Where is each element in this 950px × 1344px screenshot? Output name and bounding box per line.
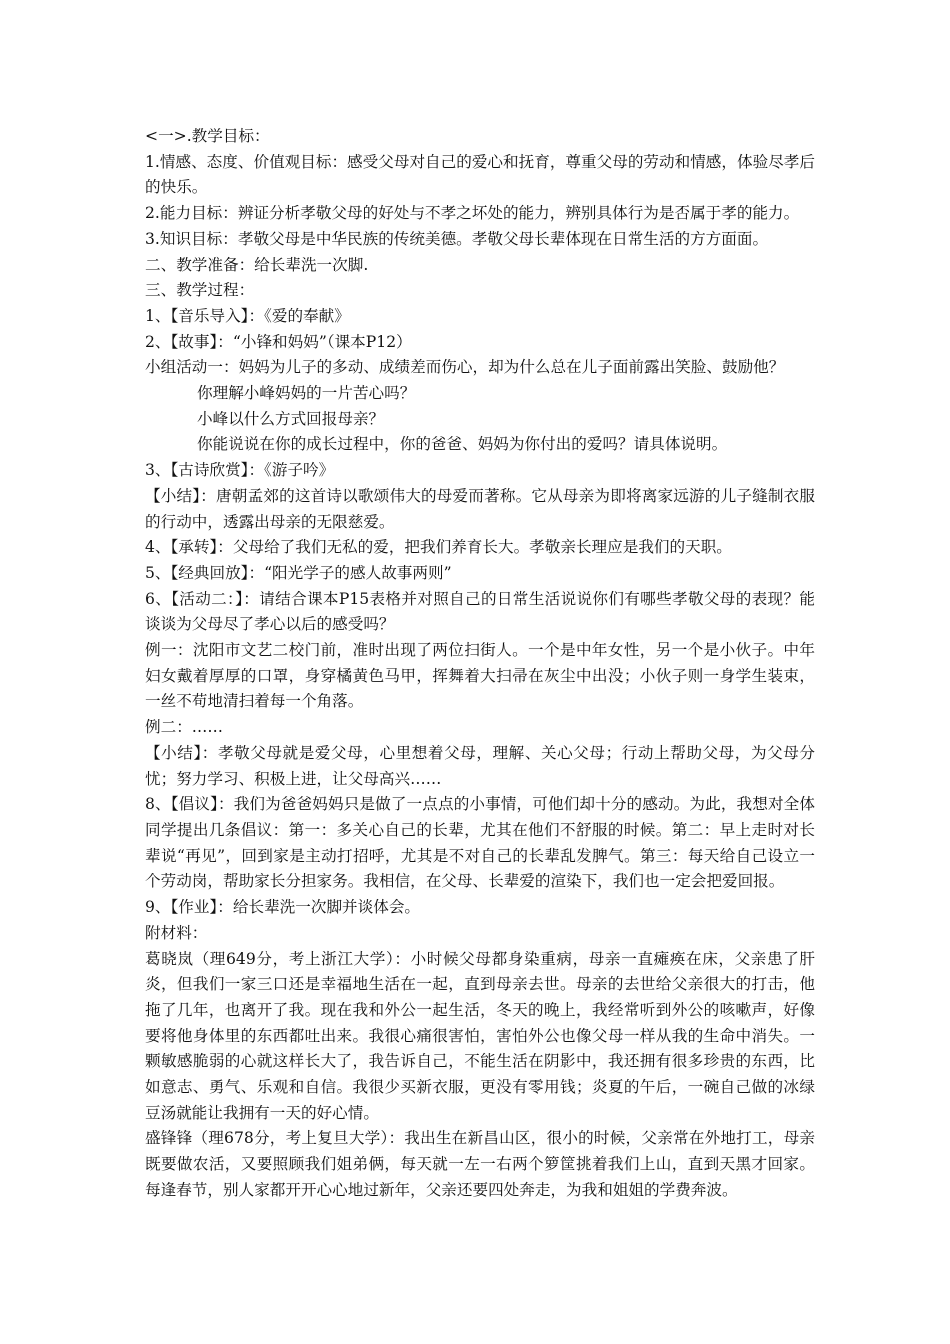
summary-2: 【小结】：孝敬父母就是爱父母，心里想着父母，理解、关心父母；行动上帮助父母，为父母分忧；努力学习、积极上进，让父母高兴…… xyxy=(145,743,815,788)
goals-heading: <一>.教学目标： xyxy=(145,127,270,145)
summary-1: 【小结】：唐朝孟郊的这首诗以歌颂伟大的母爱而著称。它从母亲为即将离家远游的儿子缝制衣服的行动中，透露出母亲的无限慈爱。 xyxy=(145,486,815,531)
question-2: 小峰以什么方式回报母亲？ xyxy=(197,409,385,428)
example-2: 例二：…… xyxy=(145,718,223,737)
step-2: 2、【故事】：“小锋和妈妈”（课本P12） xyxy=(145,332,412,351)
step-3: 3、【古诗欣赏】：《游子吟》 xyxy=(145,461,335,480)
appendix-story-2: 盛锋锋（理678分，考上复旦大学）：我出生在新昌山区，很小的时候，父亲常在外地打工，母亲既要做农活，又要照顾我们姐弟俩，每天就一左一右两个箩筐挑着我们上山，直到天黑才回家。每逢春节，别人家都开开心心地过新年，父亲还要四处奔走，为我和姐姐的学费奔波。 xyxy=(145,1129,815,1199)
step-4: 4、【承转】：父母给了我们无私的爱，把我们养育长大。孝敬亲长理应是我们的天职。 xyxy=(145,538,732,557)
appendix-story-1: 葛晓岚（理649分，考上浙江大学）：小时候父母都身染重病，母亲一直瘫痪在床，父亲患了肝炎，但我们一家三口还是幸福地生活在一起，直到母亲去世。母亲的去世给父亲很大的打击，他拖了几年，也离开了我。现在我和外公一起生活，冬天的晚上，我经常听到外公的咳嗽声，好像要将他身体里的东西都吐出来。我很心痛很害怕，害怕外公也像父母一样从我的生命中消失。一颗敏感脆弱的心就这样长大了，我告诉自己，不能生活在阴影中，我还拥有很多珍贵的东西，比如意志、勇气、乐观和自信。我很少买新衣服，更没有零用钱；炎夏的午后，一碗自己做的冰绿豆汤就能让我拥有一天的好心情。 xyxy=(145,949,815,1122)
question-3: 你能说说在你的成长过程中，你的爸爸、妈妈为你付出的爱吗？请具体说明。 xyxy=(197,435,728,454)
appendix-heading: 附材料： xyxy=(145,923,208,942)
step-8: 8、【倡议】：我们为爸爸妈妈只是做了一点点的小事情，可他们却十分的感动。为此，我想对全体同学提出几条倡议：第一：多关心自己的长辈，尤其在他们不舒服的时候。第二：早上走时对长辈说“再见”，回到家是主动打招呼，尤其是不对自己的长辈乱发脾气。第三：每天给自己设立一个劳动岗，帮助家长分担家务。我相信，在父母、长辈爱的渲染下，我们也一定会把爱回报。 xyxy=(145,795,815,891)
goal-3: 3.知识目标：孝敬父母是中华民族的传统美德。孝敬父母长辈体现在日常生活的方方面面。 xyxy=(145,229,769,248)
group-activity-1: 小组活动一：妈妈为儿子的多动、成绩差而伤心，却为什么总在儿子面前露出笑脸、鼓励他？ xyxy=(145,358,785,377)
step-9: 9、【作业】：给长辈洗一次脚并谈体会。 xyxy=(145,898,421,917)
teaching-prep: 二、教学准备：给长辈洗一次脚. xyxy=(145,255,369,274)
goal-2: 2.能力目标：辨证分析孝敬父母的好处与不孝之坏处的能力，辨别具体行为是否属于孝的能力。 xyxy=(145,204,800,223)
example-1: 例一：沈阳市文艺二校门前，准时出现了两位扫街人。一个是中年女性，另一个是小伙子。中年妇女戴着厚厚的口罩，身穿橘黄色马甲，挥舞着大扫帚在灰尘中出没；小伙子则一身学生装束，一丝不苟地清扫着每一个角落。 xyxy=(145,641,815,711)
step-6: 6、【活动二：】：请结合课本P15表格并对照自己的日常生活说说你们有哪些孝敬父母的表现？能谈谈为父母尽了孝心以后的感受吗？ xyxy=(145,589,815,634)
goal-1: 1.情感、态度、价值观目标：感受父母对自己的爱心和抚育，尊重父母的劳动和情感，体验尽孝后的快乐。 xyxy=(145,152,815,197)
step-5: 5、【经典回放】：“阳光学子的感人故事两则” xyxy=(145,563,452,582)
process-heading: 三、教学过程： xyxy=(145,281,255,300)
question-1: 你理解小峰妈妈的一片苦心吗？ xyxy=(197,384,416,403)
step-1: 1、【音乐导入】：《爱的奉献》 xyxy=(145,306,350,325)
document-body xyxy=(145,124,815,1204)
